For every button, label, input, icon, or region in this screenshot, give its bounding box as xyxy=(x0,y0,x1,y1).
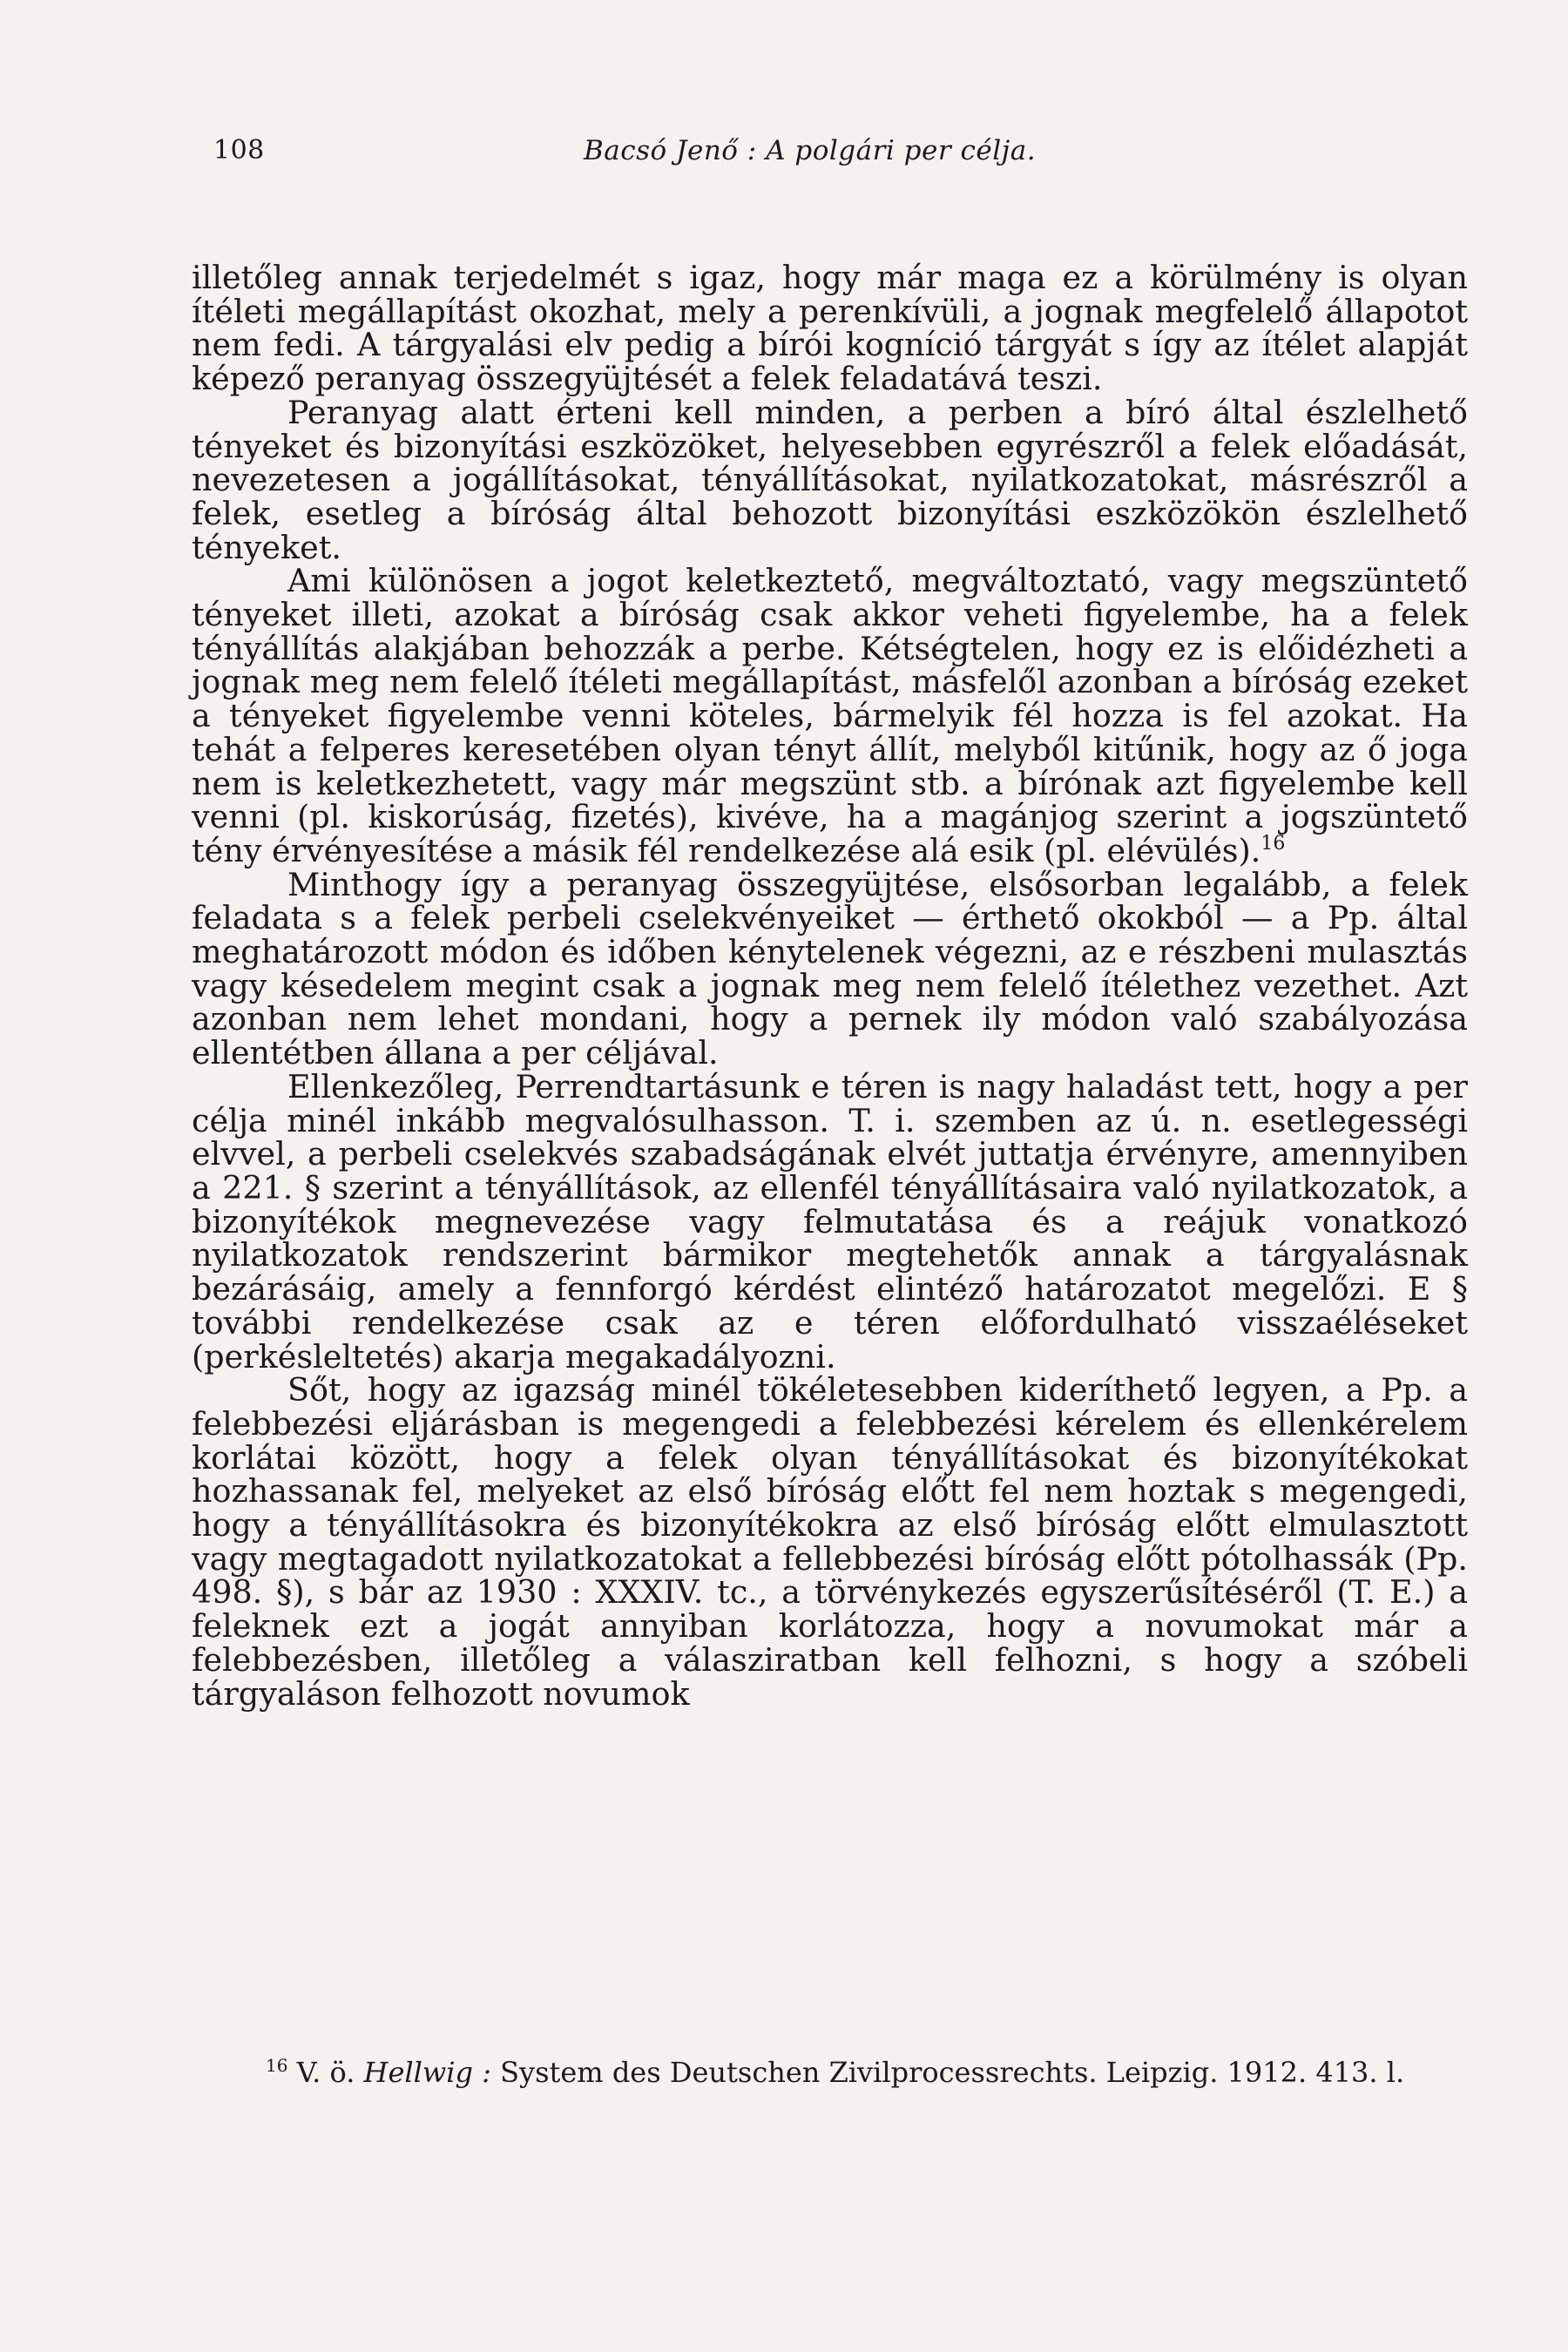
footnote xyxy=(192,2056,1468,2089)
paragraph-3-text: Ami különösen a jogot keletkeztető, megváltoztató, vagy megszüntető tényeket illeti, azokat a bíróság csak akkor veheti figyelembe, ha a felek tényállítás alakjában behozzák a perbe. Kétségtelen, hogy ez is előidézheti a jognak meg nem felelő ítéleti megállapítást, másfelől azonban a bíróság ezeket a tényeket figyelembe venni köteles, bármelyik fél hozza is fel azokat. Ha tehát a felperes keresetében olyan tényt állít, melyből kitűnik, hogy az ő joga nem is keletkezhetett, vagy már megszünt stb. a bírónak azt figyelembe kell venni (pl. kiskorúság, fizetés), kivéve, ha a magánjog szerint a jogszüntető tény érvényesítése a másik fél rendelkezése alá esik (pl. elévülés). xyxy=(192,562,1468,869)
paragraph-2: Peranyag alatt érteni kell minden, a perben a bíró által észlelhető tényeket és bizonyítási eszközöket, helyesebben egyrészről a felek előadását, nevezetesen a jogállításokat, tényállításokat, nyilatkozatokat, másrészről a felek, esetleg a bíróság által behozott bizonyítási eszközökön észlelhető tényeket. xyxy=(192,393,1468,566)
paragraph-4: Minthogy így a peranyag összegyüjtése, elsősorban legalább, a felek feladata s a felek perbeli cselekvényeiket — érthető okokból — a Pp. által meghatározott módon és időben kénytelenek végezni, az e részbeni mulasztás vagy késedelem megint csak a jognak meg nem felelő ítélethez vezethet. Azt azonban nem lehet mondani, hogy a pernek ily módon való szabályozása ellentétben állana a per céljával. xyxy=(192,865,1468,1072)
paragraph-5: Ellenkezőleg, Perrendtartásunk e téren is nagy haladást tett, hogy a per célja minél inkább megvalósulhasson. T. i. szemben az ú. n. esetlegességi elvvel, a perbeli cselekvés szabadságának elvét juttatja érvényre, amennyiben a 221. § szerint a tényállítások, az ellenfél tényállításaira való nyilatkozatok, a bizonyítékok megnevezése vagy felmutatása és a reájuk vonatkozó nyilatkozatok rendszerint bármikor megtehetők annak a tárgyalásnak bezárásáig, amely a fennforgó kérdést elintéző határozatot megelőzi. E § további rendelkezése csak az e téren előfordulható visszaéléseket (perkésleltetés) akarja megakadályozni. xyxy=(192,1067,1468,1375)
page-number: 108 xyxy=(213,135,265,166)
running-head: Bacsó Jenő : A polgári per célja. xyxy=(584,135,1037,166)
paragraph-6: Sőt, hogy az igazság minél tökéletesebben kideríthető legyen, a Pp. a felebbezési eljárásban is megengedi a felebbezési kérelem és ellenkérelem korlátai között, hogy a felek olyan tényállításokat és bizonyítékokat hozhassanak fel, melyeket az első bíróság előtt fel nem hoztak s megengedi, hogy a tényállításokra és bizonyítékokra az első bíróság előtt elmulasztott vagy megtagadott nyilatkozatokat a fellebbezési bíróság előtt pótolhassák (Pp. 498. §), s bár az 1930 : XXXIV. tc., a törvénykezés egyszerűsítéséről (T. E.) a feleknek ezt a jogát annyiban korlátozza, hogy a novumokat már a felebbezésben, illetőleg a válasziratban kell felhozni, s hogy a szóbeli tárgyaláson felhozott novumok xyxy=(192,1371,1468,1713)
paragraph-3 xyxy=(192,564,1468,868)
body-text xyxy=(192,261,1468,1711)
footnote-author: Hellwig : xyxy=(363,2056,491,2089)
footnote-text xyxy=(192,2056,1468,2089)
paragraph-1: illetőleg annak terjedelmét s igaz, hogy már maga ez a körülmény is olyan ítéleti megállapítást okozhat, mely a perenkívüli, a jognak megfelelő állapotot nem fedi. A tárgyalási elv pedig a bírói kogníció tárgyát s így az ítélet alapját képező peranyag összegyüjtését a felek feladatává teszi. xyxy=(192,259,1468,398)
footnote-citation: System des Deutschen Zivilprocessrechts. Leipzig. 1912. 413. l. xyxy=(500,2056,1405,2089)
page-header xyxy=(213,135,1468,179)
footnote-marker: 16 xyxy=(266,2055,288,2076)
footnote-reference: 16 xyxy=(1260,832,1286,855)
footnote-prefix: V. ö. xyxy=(296,2056,355,2089)
